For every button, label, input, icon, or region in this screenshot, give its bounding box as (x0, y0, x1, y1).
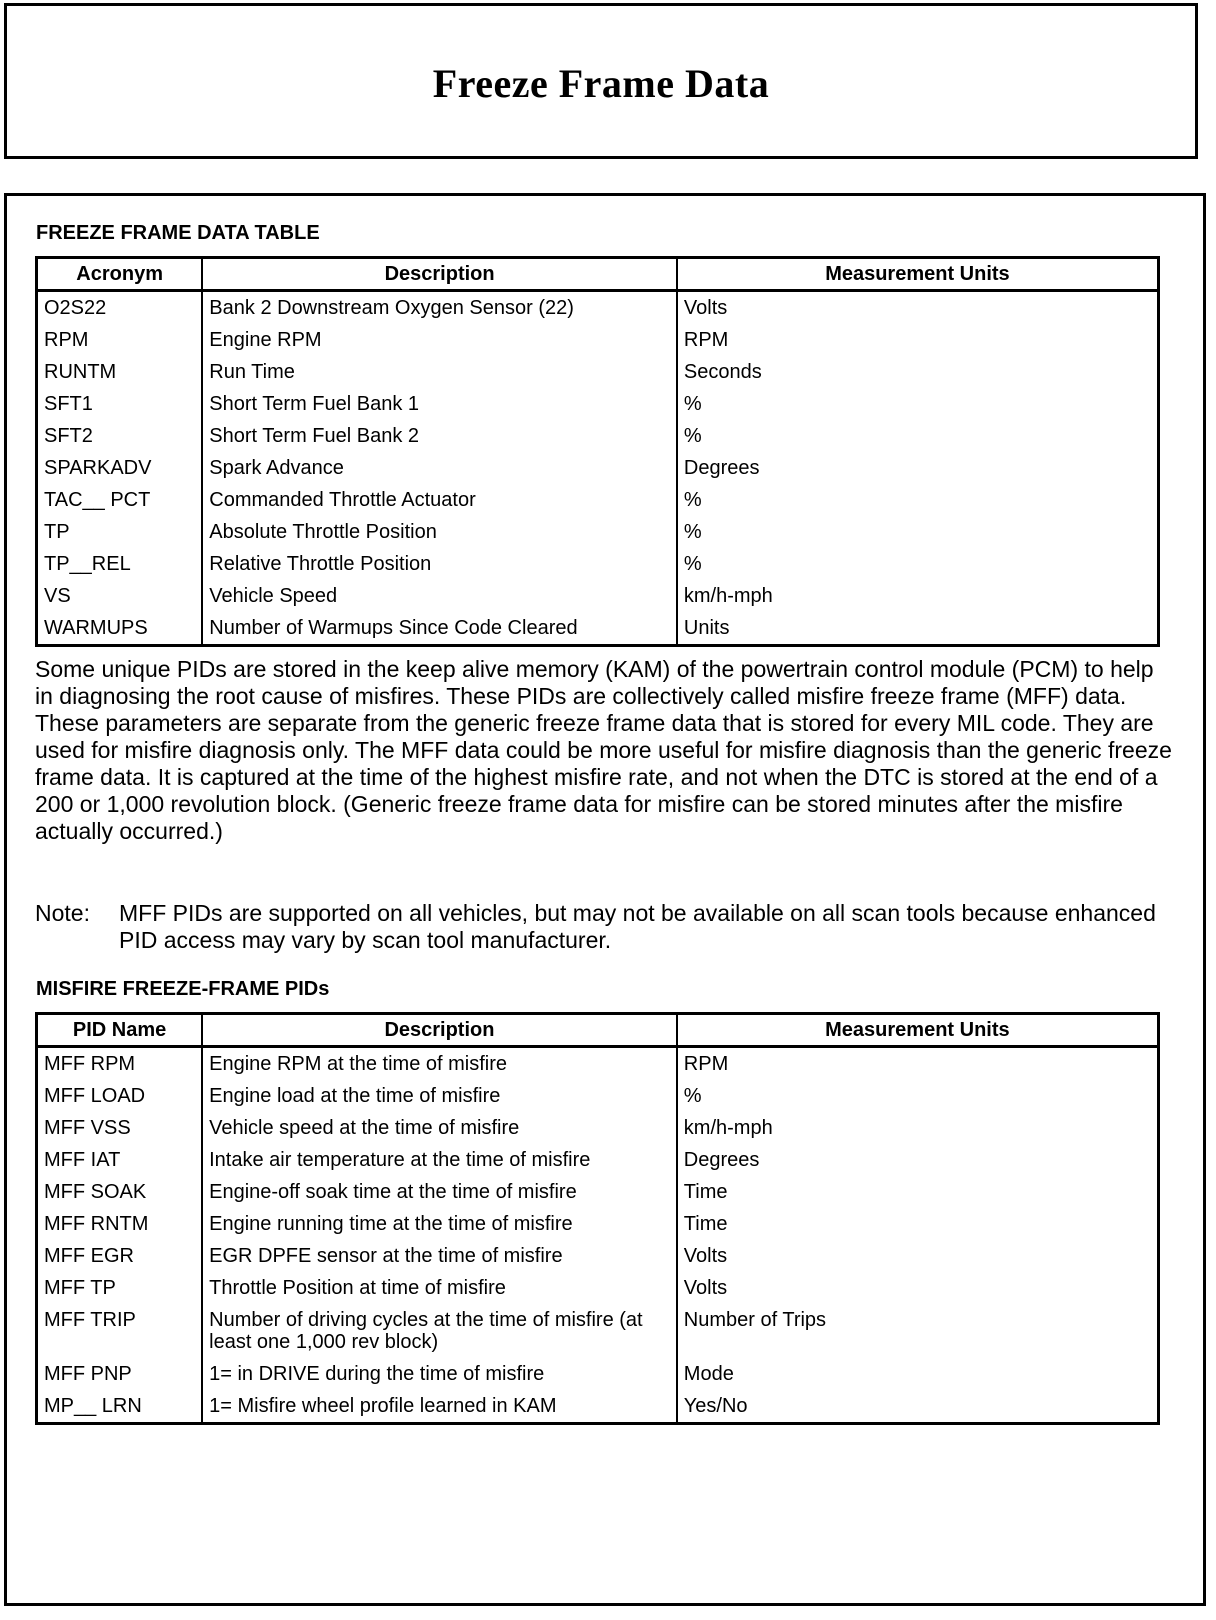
table-row (37, 388, 1159, 420)
units-cell: % (683, 1085, 702, 1107)
note-block (35, 900, 1175, 954)
description-cell: Engine RPM at the time of misfire (202, 1047, 677, 1081)
units-cell: km/h-mph (683, 585, 773, 607)
units-cell: % (683, 553, 702, 575)
units-cell: % (683, 521, 702, 543)
table-row (37, 1304, 1159, 1358)
description-cell: Short Term Fuel Bank 2 (202, 420, 677, 452)
table-row (37, 1390, 1159, 1424)
table-row (37, 1176, 1159, 1208)
units-cell: % (683, 425, 702, 447)
table-row (37, 324, 1159, 356)
table-header-row (37, 1014, 1159, 1047)
acronym-cell: O2S22 (37, 291, 203, 325)
pid-name-cell: MFF RPM (37, 1047, 203, 1081)
units-cell: Time (683, 1213, 728, 1235)
description-cell: Number of driving cycles at the time of misfire (at least one 1,000 rev block) (202, 1304, 677, 1358)
description-cell: Intake air temperature at the time of misfire (202, 1144, 677, 1176)
acronym-cell: RPM (37, 324, 203, 356)
column-header-description: Description (202, 258, 677, 291)
description-cell: Relative Throttle Position (202, 548, 677, 580)
description-cell: Bank 2 Downstream Oxygen Sensor (22) (202, 291, 677, 325)
pid-name-cell: MP__ LRN (37, 1390, 203, 1424)
column-header-units: Measurement Units (677, 258, 1159, 291)
acronym-cell: TP__REL (37, 548, 203, 580)
description-cell: Engine RPM (202, 324, 677, 356)
units-cell: Volts (683, 297, 728, 319)
pid-name-cell: MFF TP (37, 1272, 203, 1304)
table-row (37, 1272, 1159, 1304)
pid-name-cell: MFF VSS (37, 1112, 203, 1144)
acronym-cell: TAC__ PCT (37, 484, 203, 516)
units-cell: Yes/No (683, 1395, 748, 1417)
units-cell: Time (683, 1181, 728, 1203)
column-header-description: Description (202, 1014, 677, 1047)
table-row (37, 1112, 1159, 1144)
pid-name-cell: MFF EGR (37, 1240, 203, 1272)
description-cell: 1= Misfire wheel profile learned in KAM (202, 1390, 677, 1424)
units-cell: RPM (683, 1053, 729, 1075)
units-cell: Degrees (683, 457, 760, 479)
table-row (37, 1144, 1159, 1176)
acronym-cell: SFT1 (37, 388, 203, 420)
freeze-frame-data-table (35, 256, 1160, 647)
table-row (37, 1240, 1159, 1272)
title-box (4, 3, 1198, 159)
description-cell: Engine running time at the time of misfire (202, 1208, 677, 1240)
description-cell: 1= in DRIVE during the time of misfire (202, 1358, 677, 1390)
description-cell: Engine-off soak time at the time of misfire (202, 1176, 677, 1208)
description-cell: Vehicle speed at the time of misfire (202, 1112, 677, 1144)
description-cell: EGR DPFE sensor at the time of misfire (202, 1240, 677, 1272)
description-cell: Spark Advance (202, 452, 677, 484)
acronym-cell: RUNTM (37, 356, 203, 388)
units-cell: % (683, 489, 702, 511)
table-row (37, 356, 1159, 388)
description-cell: Throttle Position at time of misfire (202, 1272, 677, 1304)
misfire-table-heading: MISFIRE FREEZE-FRAME PIDs (36, 978, 330, 1000)
units-cell: Mode (683, 1363, 734, 1385)
table-row (37, 516, 1159, 548)
acronym-cell: VS (37, 580, 203, 612)
units-cell: Seconds (683, 361, 762, 383)
table-row (37, 548, 1159, 580)
column-header-units: Measurement Units (677, 1014, 1159, 1047)
units-cell: % (683, 393, 702, 415)
units-cell: Units (683, 617, 730, 639)
acronym-cell: TP (37, 516, 203, 548)
table-row (37, 1208, 1159, 1240)
note-label: Note: (35, 900, 90, 926)
description-cell: Run Time (202, 356, 677, 388)
units-cell: Volts (683, 1245, 728, 1267)
acronym-cell: SPARKADV (37, 452, 203, 484)
pid-name-cell: MFF TRIP (37, 1304, 203, 1358)
table-header-row (37, 258, 1159, 291)
acronym-cell: SFT2 (37, 420, 203, 452)
description-cell: Number of Warmups Since Code Cleared (202, 612, 677, 646)
misfire-freeze-frame-table (35, 1012, 1160, 1425)
acronym-cell: WARMUPS (37, 612, 203, 646)
note-text: MFF PIDs are supported on all vehicles, but may not be available on all scan tools because enhanced PID access may vary by scan tool manufacturer. (119, 900, 1156, 953)
description-cell: Short Term Fuel Bank 1 (202, 388, 677, 420)
units-cell: Volts (683, 1277, 728, 1299)
description-cell: Absolute Throttle Position (202, 516, 677, 548)
table-row (37, 452, 1159, 484)
pid-name-cell: MFF SOAK (37, 1176, 203, 1208)
pid-name-cell: MFF LOAD (37, 1080, 203, 1112)
column-header-acronym: Acronym (37, 258, 203, 291)
table-row (37, 1080, 1159, 1112)
content-box (4, 193, 1206, 1606)
pid-name-cell: MFF RNTM (37, 1208, 203, 1240)
table-row (37, 612, 1159, 646)
units-cell: RPM (683, 329, 729, 351)
table-row (37, 1047, 1159, 1081)
table-row (37, 420, 1159, 452)
pid-name-cell: MFF IAT (37, 1144, 203, 1176)
pid-name-cell: MFF PNP (37, 1358, 203, 1390)
table-row (37, 580, 1159, 612)
table-row (37, 1358, 1159, 1390)
page-title: Freeze Frame Data (432, 61, 770, 106)
misfire-freeze-frame-paragraph: Some unique PIDs are stored in the keep alive memory (KAM) of the powertrain control module (PCM) to help in diagnosing the root cause of misfires. These PIDs are collectively called misfire freeze frame (MFF) data. These parameters are separate from the generic freeze frame data that is stored for every MIL code. They are used for misfire diagnosis only. The MFF data could be more useful for misfire diagnosis than the generic freeze frame data. It is captured at the time of the highest misfire rate, and not when the DTC is stored at the end of a 200 or 1,000 revolution block. (Generic freeze frame data for misfire can be stored minutes after the misfire actually occurred.) (35, 656, 1172, 844)
column-header-pid-name: PID Name (37, 1014, 203, 1047)
freeze-frame-table-heading: FREEZE FRAME DATA TABLE (36, 222, 320, 244)
units-cell: km/h-mph (683, 1117, 773, 1139)
description-cell: Engine load at the time of misfire (202, 1080, 677, 1112)
units-cell: Degrees (683, 1149, 760, 1171)
description-cell: Commanded Throttle Actuator (202, 484, 677, 516)
units-cell: Number of Trips (683, 1309, 827, 1331)
table-row (37, 291, 1159, 325)
description-cell: Vehicle Speed (202, 580, 677, 612)
table-row (37, 484, 1159, 516)
